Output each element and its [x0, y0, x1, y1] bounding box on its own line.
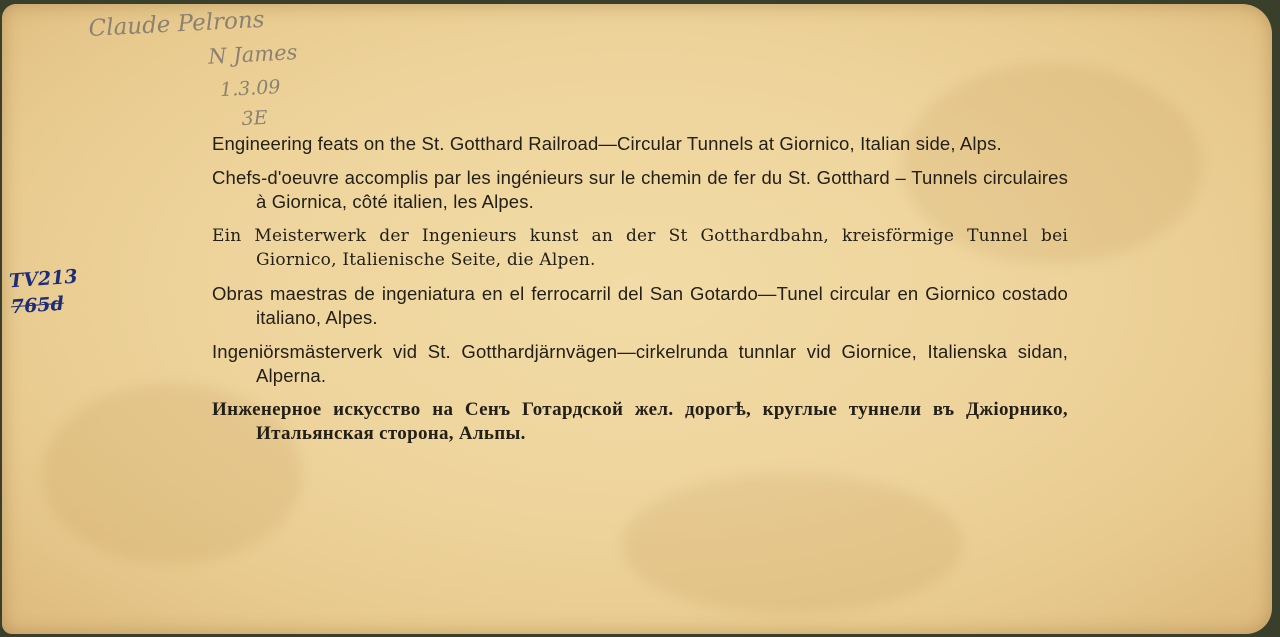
caption-english: Engineering feats on the St. Gotthard Railroad—Circular Tunnels at Giornico, Italian side, Alps. — [212, 133, 1002, 154]
caption-spanish: Obras maestras de ingeniatura en el ferrocarril del San Gotardo—Tunel circular en Giornico costado italiano, Alpes. — [212, 283, 1068, 328]
stereoview-card-back — [2, 4, 1272, 634]
catalog-number-struck: 765d — [10, 292, 65, 319]
caption-swedish: Ingeniörsmästerverk vid St. Gotthardjärnvägen—cirkelrunda tunnlar vid Giornice, Italienska sidan, Alperna. — [212, 341, 1068, 386]
note-collector-name: Claude Pelrons — [88, 6, 266, 42]
caption-russian: Инженерное искусство на Сенъ Готардской жел. дорогѣ, круглые туннели въ Джіорнико, Итальянская сторона, Альпы. — [212, 399, 1068, 444]
catalog-marks — [8, 264, 80, 321]
paper-stain — [622, 474, 962, 614]
note-name: N James — [207, 40, 298, 69]
caption-german: Ein Meisterwerk der Ingenieurs kunst an der St Gotthardbahn, kreisförmige Tunnel bei Giornico, Italienische Seite, die Alpen. — [212, 226, 1068, 270]
catalog-number: TV213 — [8, 265, 79, 293]
note-code: 3E — [241, 106, 269, 131]
caption-french: Chefs-d'oeuvre accomplis par les ingénieurs sur le chemin de fer du St. Gotthard – Tunnels circulaires à Giornica, côté italien, les Alpes. — [212, 167, 1068, 212]
caption-block — [212, 132, 1068, 456]
note-date: 1.3.09 — [219, 76, 281, 102]
